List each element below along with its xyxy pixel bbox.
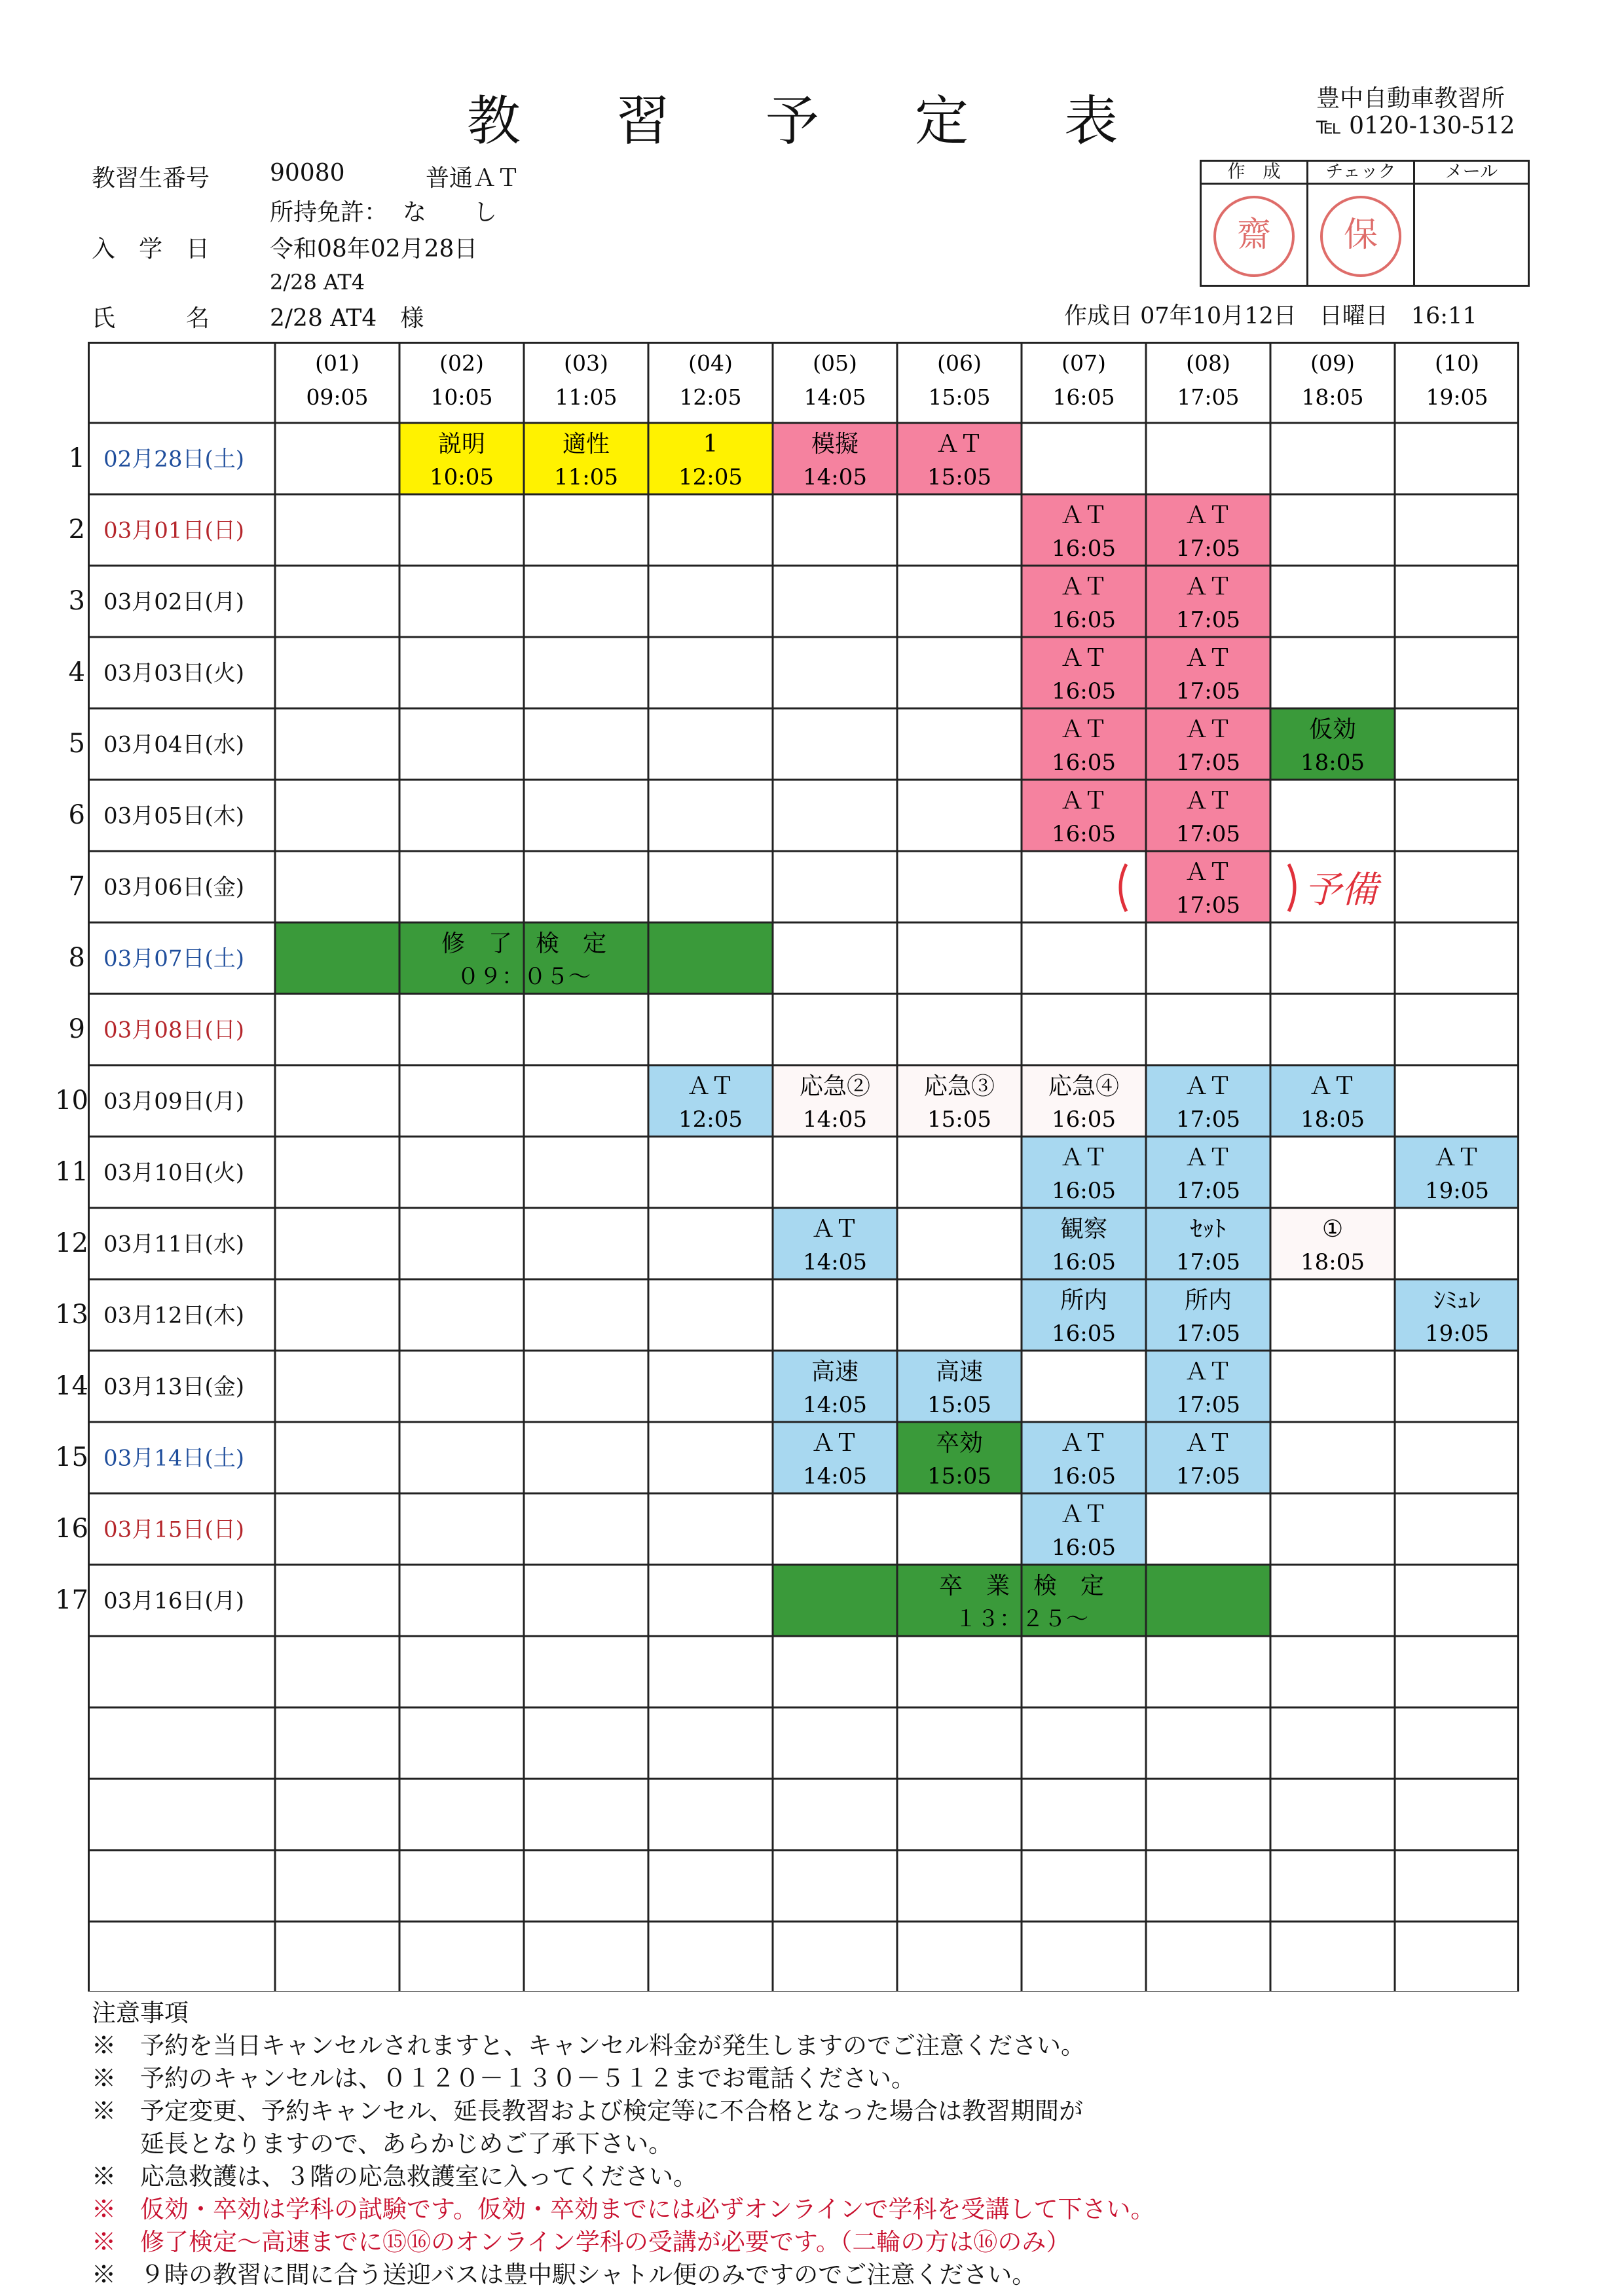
column-number: (03) [564,350,608,376]
row-number: 13 [55,1299,88,1330]
student-number: 90080 [270,160,345,187]
annotation-bracket [1120,864,1126,911]
row-number: 16 [55,1513,88,1544]
column-time: 19:05 [1426,384,1488,410]
lesson-label: ＡＴ [686,1073,735,1100]
row-date: 03月04日(水) [103,731,245,758]
row-number: 5 [68,728,85,759]
row-number: 3 [68,585,85,616]
lesson-time: 17:05 [1176,607,1240,633]
note-item: 延長となりますので、あらかじめご了承下さい。 [92,2130,673,2158]
lesson-time: 16:05 [1052,821,1116,847]
row-number: 12 [55,1228,88,1258]
row-date: 03月16日(月) [103,1588,245,1614]
lesson-label: ＡＴ [811,1216,859,1243]
row-date: 03月15日(日) [103,1516,245,1543]
lesson-time: 17:05 [1176,892,1240,919]
student-number-label: 教習生番号 [92,165,210,192]
lesson-time: 16:05 [1052,1535,1116,1561]
column-time: 09:05 [306,384,369,410]
note-item: ※ ９時の教習に間に合う送迎バスは豊中駅シャトル便のみですのでご注意ください。 [92,2261,1037,2289]
lesson-label: 観察 [1060,1216,1108,1243]
lesson-label: ＡＴ [1060,574,1108,600]
row-number: 7 [68,871,85,902]
lesson-label: 仮効 [1308,716,1357,743]
row-date: 03月11日(水) [103,1231,245,1258]
lesson-label: 説明 [437,431,486,458]
row-number: 1 [68,443,85,473]
note-item: ※ 予約を当日キャンセルされますと、キャンセル料金が発生しますのでご注意ください。 [92,2032,1085,2060]
lesson-label: ＡＴ [1433,1144,1481,1171]
course: 普通ＡＴ [426,165,521,192]
lesson-label: 所内 [1184,1287,1232,1314]
note-item: ※ 修了検定～高速までに⑮⑯のオンライン学科の受講が必要です。（二輪の方は⑯のみ） [92,2228,1071,2256]
lesson-label: ＡＴ [1060,1501,1108,1528]
note-item: ※ 予約のキャンセルは、０１２０－１３０－５１２までお電話ください。 [92,2064,915,2092]
student-name: 2/28 AT4 様 [270,305,424,332]
stamp-mail: メール [1415,162,1528,285]
lesson-time: 17:05 [1176,1321,1240,1347]
lesson-label: ＡＴ [1184,502,1232,529]
column-time: 15:05 [928,384,991,410]
column-number: (08) [1186,350,1230,376]
row-date: 03月14日(土) [103,1445,245,1472]
column-number: (09) [1310,350,1355,376]
lesson-time: 12:05 [678,1106,743,1133]
row-date: 03月10日(火) [103,1159,245,1186]
annotation-text: 予備 [1304,869,1378,911]
lesson-time: 14:05 [803,1106,867,1133]
lesson-time: 14:05 [803,464,867,490]
lesson-time: 19:05 [1425,1321,1489,1347]
row-date: 03月12日(木) [103,1302,245,1329]
license-label: 所持免許： [270,199,388,226]
notes-list [92,2030,1155,2291]
lesson-label: ＡＴ [1060,1430,1108,1457]
lesson-label: 高速 [811,1358,859,1385]
lesson-label: ＡＴ [1184,1073,1232,1100]
row-date: 03月06日(金) [103,874,245,901]
lesson-label: ＡＴ [1184,1430,1232,1457]
lesson-time: 16:05 [1052,1463,1116,1489]
lesson-label: 応急③ [923,1073,995,1100]
lesson-time: 17:05 [1176,1392,1240,1418]
lesson-time: 16:05 [1052,1178,1116,1204]
lesson-label: ＡＴ [1184,645,1232,672]
row-date: 03月07日(土) [103,945,245,972]
lesson-label: ＡＴ [1184,788,1232,814]
lesson-label: 所内 [1060,1287,1108,1314]
annotation-bracket [1289,864,1295,911]
column-number: (04) [688,350,733,376]
row-date: 03月03日(火) [103,660,245,687]
lesson-time: 15:05 [927,1463,991,1489]
column-time: 18:05 [1301,384,1364,410]
row-date: 02月28日(土) [103,446,245,473]
row-number: 14 [55,1370,88,1401]
stamp-create: 作 成 齋 [1202,162,1308,285]
column-number: (06) [937,350,982,376]
row-number: 17 [55,1584,88,1615]
lesson-time: 17:05 [1176,678,1240,704]
column-number: (07) [1061,350,1106,376]
lesson-label: ＡＴ [1184,1358,1232,1385]
lesson-time: 15:05 [927,1392,991,1418]
lesson-label: ＡＴ [1060,502,1108,529]
column-time: 11:05 [555,384,618,410]
lesson-label: 卒 業 検 定 [938,1573,1105,1599]
lesson-label: 修 了 検 定 [441,930,607,957]
lesson-time: 16:05 [1052,678,1116,704]
extra-line: 2/28 AT4 [270,270,365,295]
stamp-box [1200,160,1530,287]
lesson-label: ＡＴ [1308,1073,1357,1100]
lesson-time: 17:05 [1176,1463,1240,1489]
row-date: 03月13日(金) [103,1374,245,1400]
lesson-label: ① [1321,1216,1344,1243]
lesson-label: ＡＴ [1184,716,1232,743]
name-label: 氏 名 [92,305,210,332]
lesson-label: ＡＴ [1060,716,1108,743]
column-time: 14:05 [803,384,866,410]
lesson-time: 15:05 [927,1106,991,1133]
row-number: 8 [68,942,85,973]
lesson-time: ０９：０５～ [457,964,591,990]
lesson-time: 17:05 [1176,1106,1240,1133]
column-time: 12:05 [679,384,742,410]
column-time: 10:05 [430,384,493,410]
row-number: 15 [55,1442,88,1472]
lesson-time: １３：２５～ [955,1606,1088,1632]
column-number: (01) [315,350,360,376]
row-number: 4 [68,657,85,687]
lesson-time: 17:05 [1176,1249,1240,1275]
created-date: 作成日 07年10月12日 日曜日 16:11 [1064,303,1477,329]
lesson-label: ｼﾐｭﾚ [1433,1287,1481,1314]
lesson-label: 高速 [935,1358,984,1385]
lesson-time: 17:05 [1176,750,1240,776]
lesson-label: 卒効 [935,1430,984,1457]
lesson-time: 18:05 [1301,1249,1365,1275]
lesson-time: 17:05 [1176,536,1240,562]
row-date: 03月09日(月) [103,1088,245,1115]
row-number: 11 [55,1156,88,1187]
lesson-time: 14:05 [803,1249,867,1275]
stamp-check: チェック 保 [1308,162,1415,285]
notes-heading: 注意事項 [92,1999,189,2027]
lesson-time: 16:05 [1052,1106,1116,1133]
note-item: ※ 予定変更、予約キャンセル、延長教習および検定等に不合格となった場合は教習期間が [92,2097,1084,2125]
school-info [1316,85,1515,140]
note-item: ※ 仮効・卒効は学科の試験です。仮効・卒効までには必ずオンラインで学科を受講して下さい。 [92,2195,1155,2223]
enroll-date: 令和08年02月28日 [270,236,478,263]
column-time: 16:05 [1052,384,1115,410]
column-time: 17:05 [1177,384,1240,410]
license: な し [403,199,498,226]
lesson-time: 16:05 [1052,750,1116,776]
notes-section [92,1997,1155,2291]
row-date: 03月01日(日) [103,517,245,544]
lesson-time: 12:05 [678,464,743,490]
column-number: (05) [813,350,857,376]
lesson-time: 17:05 [1176,821,1240,847]
lesson-time: 19:05 [1425,1178,1489,1204]
lesson-label: ＡＴ [1184,574,1232,600]
lesson-label: ＡＴ [1060,645,1108,672]
seal-stamp: 齋 [1213,196,1295,277]
lesson-label: ＡＴ [1060,788,1108,814]
row-number: 2 [68,514,85,545]
lesson-label: 応急② [799,1073,871,1100]
lesson-time: 11:05 [554,464,618,490]
column-number: (10) [1435,350,1479,376]
lesson-time: 16:05 [1052,1249,1116,1275]
row-date: 03月05日(木) [103,803,245,829]
page-title: 教 習 予 定 表 [466,90,1158,153]
lesson-label: 1 [703,431,718,458]
row-date: 03月08日(日) [103,1017,245,1044]
lesson-label: 応急④ [1048,1073,1120,1100]
lesson-time: 16:05 [1052,1321,1116,1347]
seal-stamp: 保 [1320,196,1401,277]
lesson-label: ＡＴ [935,431,984,458]
row-number: 6 [68,799,85,830]
lesson-label: ＡＴ [1184,1144,1232,1171]
lesson-time: 10:05 [430,464,494,490]
lesson-time: 14:05 [803,1392,867,1418]
school-name: 豊中自動車教習所 [1316,85,1505,112]
row-number: 9 [68,1013,85,1044]
row-number: 10 [55,1085,88,1116]
lesson-time: 16:05 [1052,607,1116,633]
lesson-time: 14:05 [803,1463,867,1489]
column-number: (02) [439,350,484,376]
lesson-label: 模擬 [811,431,859,458]
enroll-label: 入 学 日 [92,236,210,263]
lesson-label: ＡＴ [1060,1144,1108,1171]
row-date: 03月02日(月) [103,589,245,615]
lesson-time: 18:05 [1301,750,1365,776]
lesson-label: ｾｯﾄ [1190,1216,1226,1243]
schedule-grid [88,342,1536,1992]
note-item: ※ 応急救護は、３階の応急救護室に入ってください。 [92,2162,697,2191]
lesson-time: 17:05 [1176,1178,1240,1204]
lesson-time: 18:05 [1301,1106,1365,1133]
school-tel: ℡ 0120-130-512 [1316,113,1515,139]
lesson-time: 16:05 [1052,536,1116,562]
lesson-label: 適性 [562,431,610,458]
lesson-time: 15:05 [927,464,991,490]
lesson-label: ＡＴ [811,1430,859,1457]
lesson-label: ＡＴ [1184,859,1232,886]
